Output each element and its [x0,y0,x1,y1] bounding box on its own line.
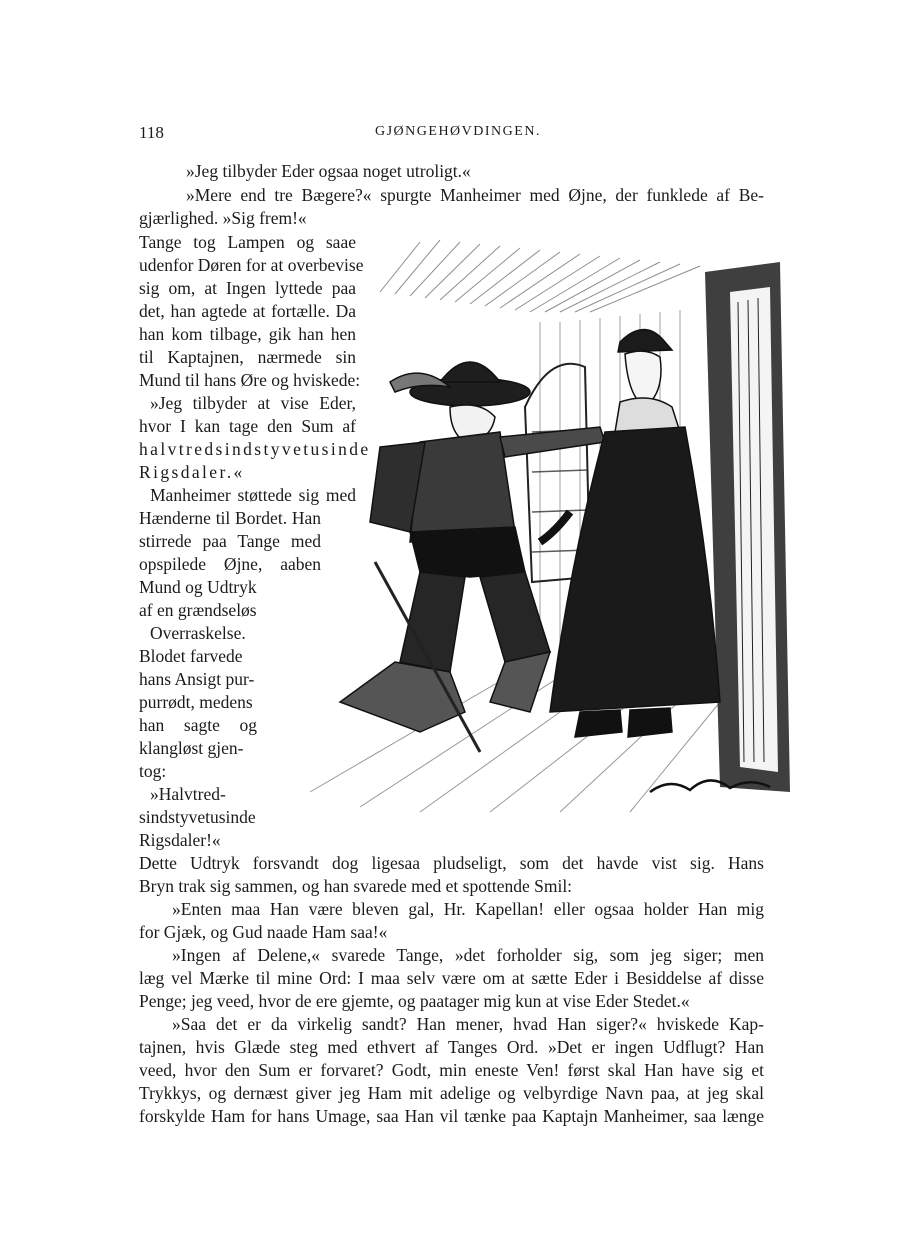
text-line: Rigsdaler!« [139,830,221,850]
text-line: veed, hvor den Sum er forvaret? Godt, min eneste Ven! først skal Han have sig et [139,1060,764,1080]
page-number: 118 [139,123,164,142]
text-line: Mund til hans Øre og hviskede: [139,370,361,390]
text-line: Trykkys, og dernæst giver jeg Ham mit adelige og velbyrdige Navn paa, at jeg skal [139,1083,764,1103]
text-line: sindstyvetusinde [139,807,256,827]
illustration [300,232,802,814]
text-line: hvor I kan tage den Sum af [139,416,356,436]
text-line: læg vel Mærke til mine Ord: I maa selv være om at sætte Eder i Besiddelse af disse [139,968,764,988]
text-line: »Saa det er da virkelig sandt? Han mener, hvad Han siger?« hviskede Kap- [172,1014,764,1034]
text-line: af en grændseløs [139,600,257,620]
text-line: Blodet farvede [139,646,243,666]
text-line: forskylde Ham for hans Umage, saa Han vil tænke paa Kaptajn Manheimer, saa længe [139,1106,764,1126]
text-line: Mund og Udtryk [139,577,257,597]
text-line: han kom tilbage, gik han hen [139,324,356,344]
text-line: for Gjæk, og Gud naade Ham saa!« [139,922,388,942]
text-line: Bryn trak sig sammen, og han svarede med et spottende Smil: [139,876,573,896]
text-line: halvtredsindstyvetusinde [139,439,371,459]
text-line: tog: [139,761,167,781]
text-line: gjærlighed. »Sig frem!« [139,208,307,228]
text-line: udenfor Døren for at overbevise [139,255,364,275]
text-line: Overraskelse. [150,623,246,643]
text-line: »Jeg tilbyder Eder ogsaa noget utroligt.« [186,161,471,181]
running-title: GJØNGEHØVDINGEN. [375,124,541,139]
text-line: Manheimer støttede sig med [150,485,356,505]
text-line: Hænderne til Bordet. Han [139,508,321,528]
text-line: klangløst gjen- [139,738,244,758]
text-line: han sagte og [139,715,257,735]
text-line: opspilede Øjne, aaben [139,554,321,574]
text-line: »Halvtred- [150,784,226,804]
text-line: til Kaptajnen, nærmede sin [139,347,356,367]
text-line: sig om, at Ingen lyttede paa [139,278,356,298]
text-line: »Enten maa Han være bleven gal, Hr. Kapellan! eller ogsaa holder Han mig [172,899,764,919]
text-line: Rigsdaler.« [139,462,245,482]
text-line: stirrede paa Tange med [139,531,321,551]
text-line: »Ingen af Delene,« svarede Tange, »det forholder sig, som jeg siger; men [172,945,764,965]
text-line: Penge; jeg veed, hvor de ere gjemte, og paatager mig kun at vise Eder Stedet.« [139,991,690,1011]
text-line: Dette Udtryk forsvandt dog ligesaa pludseligt, som det havde vist sig. Hans [139,853,764,873]
text-line: hans Ansigt pur- [139,669,255,689]
text-line: purrødt, medens [139,692,253,712]
text-line: tajnen, hvis Glæde steg med ethvert af Tanges Ord. »Det er ingen Udflugt? Han [139,1037,764,1057]
text-line: »Mere end tre Bægere?« spurgte Manheimer med Øjne, der funklede af Be- [186,185,764,205]
text-line: »Jeg tilbyder at vise Eder, [150,393,356,413]
text-line: det, han agtede at fortælle. Da [139,301,356,321]
text-line: Tange tog Lampen og saae [139,232,356,252]
